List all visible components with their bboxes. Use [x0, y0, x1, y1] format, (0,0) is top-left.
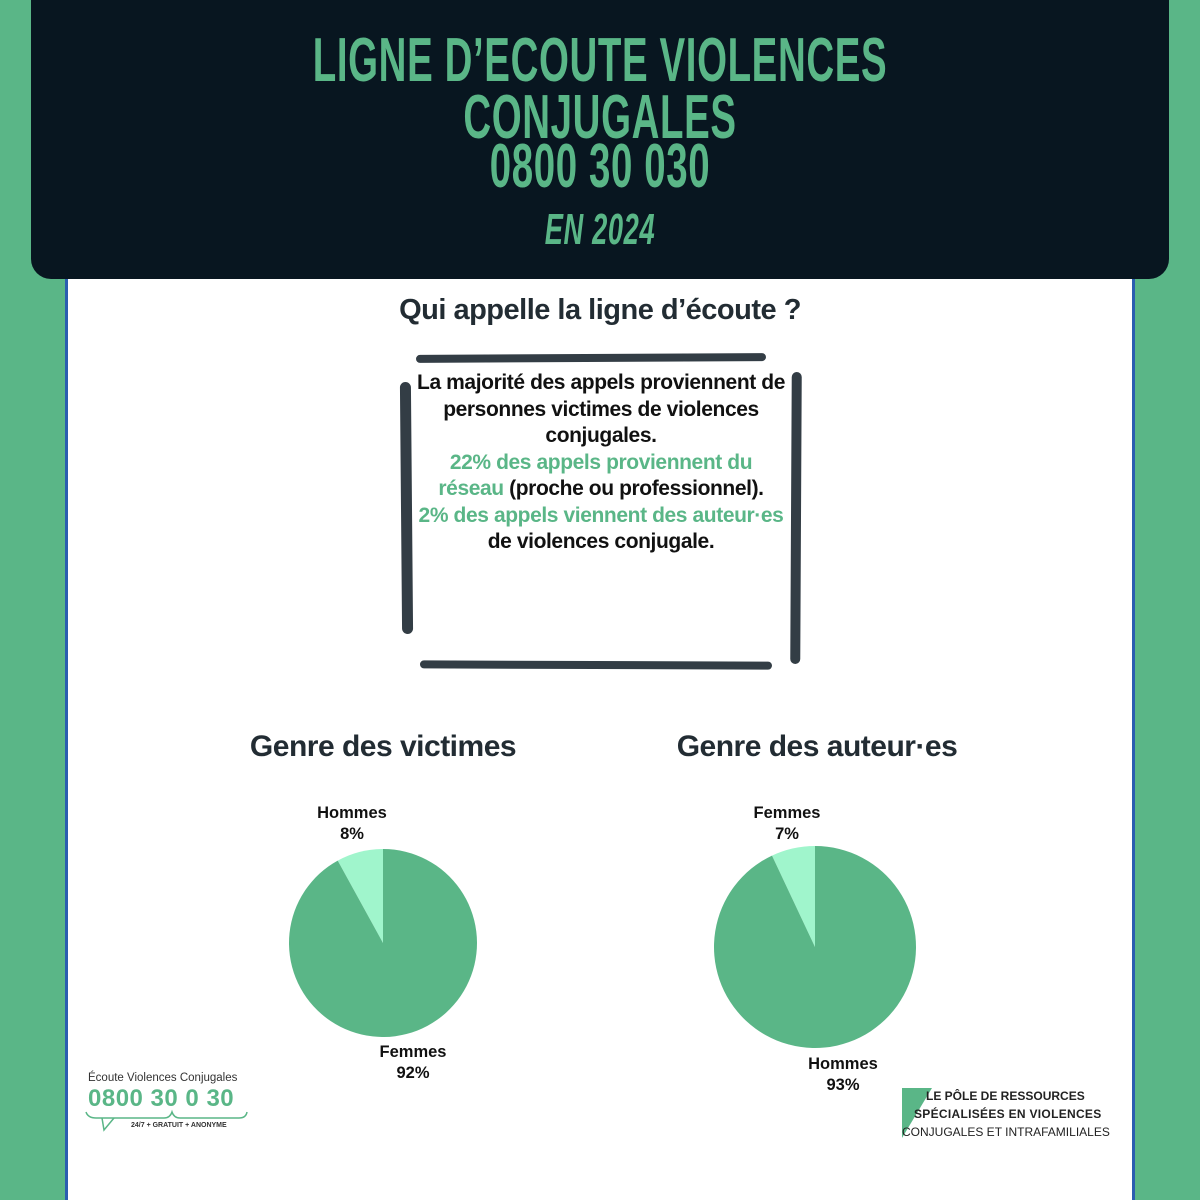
header-year: EN 2024 [544, 205, 656, 254]
who-calls-title: Qui appelle la ligne d’écoute ? [399, 294, 801, 326]
victims-label-femmes-name: Femmes [379, 1043, 447, 1061]
info-majority: La majorité des appels proviennent de personnes victimes de violences conjugales. [417, 371, 785, 447]
logo-right-line-1: LE PÔLE DE RESSOURCES [926, 1089, 1085, 1103]
speech-bubble-icon [84, 1072, 259, 1142]
logo-right-line-3: CONJUGALES ET INTRAFAMILIALES [902, 1125, 1110, 1139]
info-network-highlight: 22% des appels proviennent du réseau [438, 450, 753, 500]
victims-label-femmes-value: 92% [396, 1064, 430, 1082]
authors-label-hommes-name: Hommes [808, 1055, 878, 1073]
logo-right-line-2: SPÉCIALISÉES EN VIOLENCES [914, 1107, 1102, 1121]
victims-label-hommes [302, 803, 402, 845]
info-network-detail: (proche ou professionnel). [503, 477, 764, 500]
victims-label-hommes-name: Hommes [317, 804, 387, 822]
header-banner [31, 0, 1169, 279]
logo-left-subtitle: 24/7 + GRATUIT + ANONYME [131, 1122, 227, 1129]
authors-label-femmes-name: Femmes [753, 804, 821, 822]
header-title-line-2: CONJUGALES [463, 83, 737, 152]
authors-label-femmes [737, 803, 837, 845]
authors-label-femmes-value: 7% [775, 825, 799, 843]
victims-label-hommes-value: 8% [340, 825, 364, 843]
logo-left-number: 0800 30 0 30 [88, 1085, 235, 1112]
info-authors-detail: de violences conjugale. [487, 530, 715, 553]
pole-ressources-logo [900, 1088, 1140, 1148]
ecoute-violences-logo [84, 1072, 259, 1142]
authors-chart-title: Genre des auteur·es [676, 730, 958, 763]
header-phone-number: 0800 30 030 [489, 132, 711, 201]
frame-stroke-right [790, 372, 802, 664]
header-title-line-1: LIGNE D’ECOUTE VIOLENCES [312, 26, 888, 95]
frame-stroke-left [400, 382, 413, 634]
logo-left-title: Écoute Violences Conjugales [88, 1072, 238, 1084]
authors-label-hommes-value: 93% [826, 1076, 860, 1094]
authors-label-hommes [793, 1054, 893, 1096]
frame-stroke-bottom [420, 660, 772, 669]
victims-label-femmes [363, 1042, 463, 1084]
info-authors-highlight: 2% des appels viennent des auteur·es [418, 503, 784, 527]
who-calls-text [416, 370, 786, 556]
victims-chart-title: Genre des victimes [249, 730, 517, 763]
